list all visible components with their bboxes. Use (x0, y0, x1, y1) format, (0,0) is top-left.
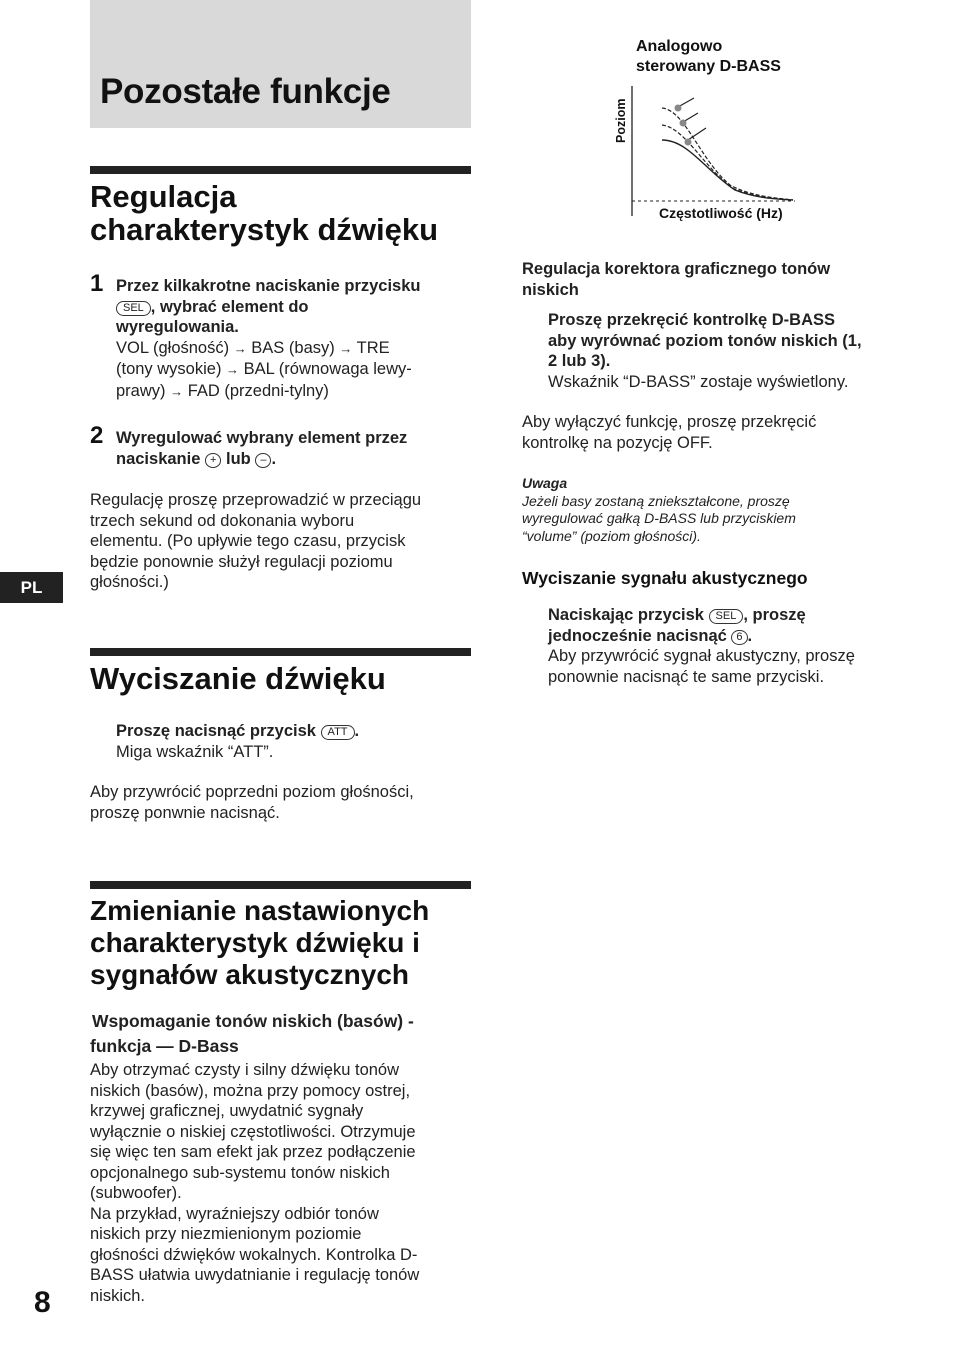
text-line: Wskaźnik “D-BASS” zostaje wyświetlony. (548, 372, 849, 391)
step1-bold: wyregulowania. (116, 318, 239, 336)
title-banner (90, 0, 471, 128)
text-line: funkcja — D-Bass (90, 1036, 239, 1056)
text-line: BASS ułatwia uwydatnianie i regulację tonów (90, 1266, 420, 1284)
heading-line: Wyciszanie dźwięku (90, 661, 386, 696)
language-tab: PL (0, 572, 63, 603)
curve-marker (680, 120, 687, 127)
step2-bold: lub (226, 449, 251, 468)
heading-line: Zmienianie nastawionych (90, 895, 430, 926)
text-line: niskich (basów), można przy pomocy ostrej, (90, 1081, 411, 1100)
text-line: “volume” (poziom głośności). (522, 527, 701, 544)
pointer-line (688, 128, 706, 140)
note (522, 475, 902, 545)
seq-item: BAS (basy) (251, 338, 335, 357)
text-bold: jednocześnie nacisnąć (548, 626, 727, 645)
section-heading-zmienianie (90, 895, 471, 991)
text-line: Aby wyłączyć funkcję, proszę przekręcić (522, 413, 817, 431)
eq-heading (522, 259, 902, 300)
curve-2 (662, 125, 793, 200)
heading-line: sygnałów akustycznych (90, 959, 410, 990)
text-line: elementu. (Po upływie tego czasu, przycisk (90, 532, 406, 550)
att-key-icon: ATT (321, 725, 355, 740)
curve-3 (662, 140, 793, 200)
section-rule (90, 166, 471, 174)
text-line: Na przykład, wyraźniejszy odbiór tonów (90, 1204, 379, 1223)
subheading-dbass (90, 1009, 471, 1059)
text-line: niskich. (90, 1286, 146, 1305)
text-line: Regulację proszę przeprowadzić w przeciągu (90, 491, 422, 509)
paragraph (90, 490, 471, 593)
paragraph (90, 1060, 471, 1306)
att-instruction (116, 721, 466, 762)
text-line: Aby przywrócić poprzedni poziom głośności, (90, 783, 414, 801)
heading-line: charakterystyk dźwięku i (90, 927, 420, 958)
text-line: krzywej graficznej, uwydatnić sygnały (90, 1102, 364, 1120)
step-number: 2 (90, 422, 104, 449)
step1-text (116, 276, 466, 402)
text-line: Proszę przekręcić kontrolkę D-BASS (548, 311, 836, 329)
sel-key-icon: SEL (709, 609, 744, 624)
text-line: się więc ten sam efekt jak przez podłączenie (90, 1143, 416, 1161)
text-line: opcjonalnego sub-systemu tonów niskich (90, 1163, 390, 1182)
text-bold: . (747, 626, 753, 645)
text-line: (subwoofer). (90, 1184, 182, 1202)
page-number: 8 (34, 1286, 51, 1319)
text-line: sterowany D-BASS (636, 58, 781, 75)
plus-key-icon: + (205, 453, 221, 468)
text-line: aby wyrównać poziom tonów niskich (1, (548, 331, 862, 350)
curve-marker (685, 139, 692, 146)
instr-bold: . (354, 722, 360, 740)
text-line: Aby przywrócić sygnał akustyczny, proszę (548, 647, 855, 665)
mute-heading: Wyciszanie sygnału akustycznego (522, 568, 808, 588)
key-6-icon: 6 (731, 630, 747, 645)
text-line: Miga wskaźnik “ATT”. (116, 742, 274, 761)
section-heading-regulacja (90, 180, 471, 246)
graph-ylabel: Poziom (614, 98, 628, 143)
text-line: głośności dźwięków wokalnych. Kontrolka D- (90, 1245, 418, 1264)
text-line: Regulacja korektora graficznego tonów (522, 260, 831, 278)
heading-line: Regulacja (90, 179, 237, 214)
curve-marker (675, 105, 682, 112)
instr-bold: Proszę nacisnąć przycisk (116, 722, 316, 740)
text-line: wyregulować gałką D-BASS lub przyciskiem (522, 510, 796, 526)
heading-line: charakterystyk dźwięku (90, 212, 439, 247)
text-line: ponownie nacisnąć te same przyciski. (548, 667, 825, 686)
arrow-right-icon: → (226, 362, 240, 377)
step2-bold: Wyregulować wybrany element przez (116, 429, 408, 447)
arrow-right-icon: → (339, 340, 353, 356)
text-line: Jeżeli basy zostaną zniekształcone, proszę (522, 492, 790, 509)
text-line: będzie ponownie służył regulacji poziomu (90, 552, 393, 571)
text-line: kontrolkę na pozycję OFF. (522, 433, 713, 452)
text-line: wyłącznie o niskiej częstotliwości. Otrzymuje (90, 1122, 416, 1141)
arrow-right-icon: → (170, 383, 184, 399)
graph-title (636, 37, 781, 77)
text-line: Analogowo (636, 38, 723, 55)
seq-item: BAL (równowaga lewy- (243, 360, 412, 378)
eq-instruction (548, 310, 908, 392)
mute-instruction (548, 605, 908, 687)
section-heading-wyciszanie (90, 662, 471, 695)
sel-key-icon: SEL (116, 301, 151, 316)
graph-xlabel: Częstotliwość (Hz) (659, 205, 783, 221)
text-line: niskich przy niezmienionym poziomie (90, 1225, 362, 1243)
arrow-right-icon: → (233, 340, 247, 356)
paragraph (522, 412, 902, 453)
step2-bold: . (271, 449, 277, 468)
text-line: proszę ponwnie nacisnąć. (90, 803, 280, 822)
seq-item: FAD (przedni-tylny) (187, 381, 329, 400)
section-rule (90, 881, 471, 889)
text-line: głośności.) (90, 573, 169, 591)
seq-item: VOL (głośność) (116, 338, 230, 357)
step2-text (116, 428, 466, 469)
step-number: 1 (90, 270, 104, 297)
section-rule (90, 648, 471, 656)
seq-item: TRE (356, 338, 390, 357)
step1-bold: Przez kilkakrotne naciskanie przycisku (116, 277, 421, 295)
seq-item: prawy) (116, 381, 166, 400)
page-title: Pozostałe funkcje (100, 72, 391, 111)
step2-bold: naciskanie (116, 449, 201, 468)
text-bold: Naciskając przycisk (548, 606, 704, 624)
text-line: 2 lub 3). (548, 352, 611, 370)
paragraph (90, 782, 471, 823)
minus-key-icon: – (255, 453, 271, 468)
seq-item: (tony wysokie) (116, 360, 222, 378)
text-line: Wspomaganie tonów niskich (basów) - (92, 1011, 414, 1031)
text-line: trzech sekund od dokonania wyboru (90, 511, 355, 530)
text-line: Aby otrzymać czysty i silny dźwięku tonów (90, 1061, 400, 1079)
text-bold: , proszę (743, 606, 806, 624)
text-line: niskich (522, 280, 579, 299)
note-title: Uwaga (522, 475, 568, 491)
step1-bold: , wybrać element do (150, 297, 309, 316)
